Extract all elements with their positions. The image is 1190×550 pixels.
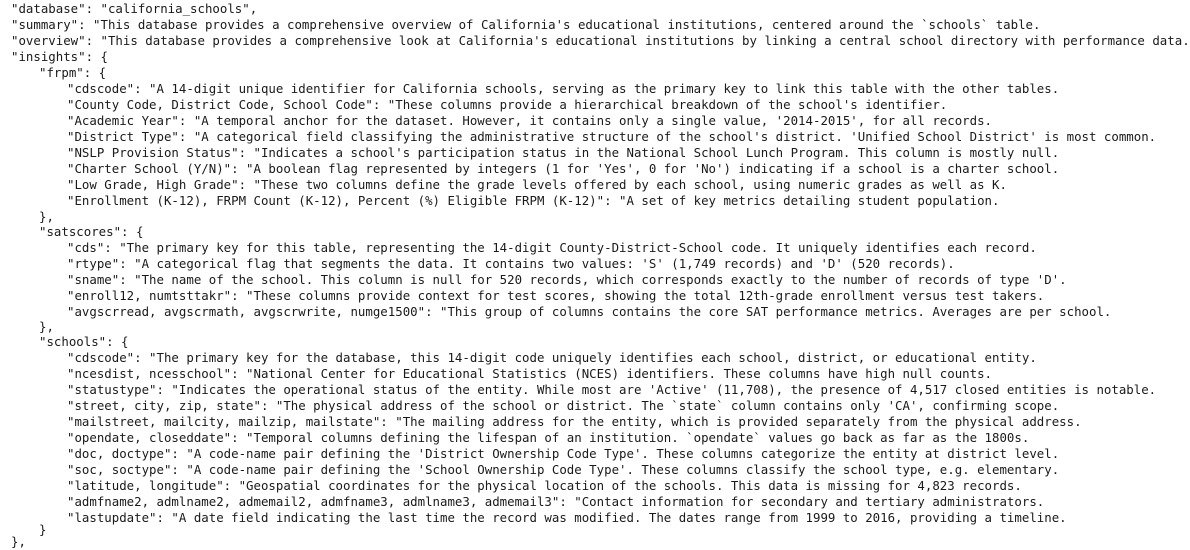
code-line: "soc, soctype": "A code-name pair defining the 'School Ownership Code Type'. These columns classify the school type, e.g. elementary. [67, 462, 1060, 477]
code-line: "Low Grade, High Grade": "These two columns define the grade levels offered by each school, using numeric grades as well as K. [67, 177, 1007, 192]
code-line: "summary": "This database provides a comprehensive overview of California's educational institutions, centered around the `schools` table. [11, 17, 1041, 32]
code-line: "statustype": "Indicates the operational status of the entity. While most are 'Active' (11,708), the presence of 4,517 closed entities is notable. [67, 382, 1157, 397]
code-line: "cdscode": "A 14-digit unique identifier for California schools, serving as the primary key to link this table with the other tables. [67, 81, 1060, 96]
code-line: "opendate, closeddate": "Temporal columns defining the lifespan of an institution. `opendate` values go back as far as the 1800s. [67, 430, 1030, 445]
code-line: }, [39, 209, 54, 224]
code-line: "satscores": { [39, 224, 144, 239]
code-line: "District Type": "A categorical field classifying the administrative structure of the school's district. 'Unified School District' is most common. [67, 129, 1157, 144]
code-line: "rtype": "A categorical flag that segments the data. It contains two values: 'S' (1,749 records) and 'D' (520 records). [67, 256, 955, 271]
code-line: "insights": { [11, 49, 108, 64]
code-line: "frpm": { [39, 65, 107, 80]
code-line: }, [39, 319, 54, 334]
code-line: }, [11, 534, 26, 549]
code-line: "latitude, longitude": "Geospatial coordinates for the physical location of the schools. This data is missing for 4,823 records. [67, 478, 1022, 493]
code-line: "sname": "The name of the school. This column is null for 520 records, which corresponds exactly to the number of records of type 'D'. [67, 272, 1067, 287]
code-line: "doc, doctype": "A code-name pair defining the 'District Ownership Code Type'. These columns categorize the entity at district level. [67, 446, 1060, 461]
code-line: "database": "california_schools", [11, 1, 258, 16]
code-line: "lastupdate": "A date field indicating the last time the record was modified. The dates range from 1999 to 2016, providing a timeline. [67, 510, 1067, 525]
code-line: } [39, 522, 47, 537]
code-line: "Enrollment (K-12), FRPM Count (K-12), Percent (%) Eligible FRPM (K-12)": "A set of key metrics detailing student population. [67, 193, 1000, 208]
code-line: "County Code, District Code, School Code": "These columns provide a hierarchical breakdown of the school's identifier. [67, 97, 948, 112]
code-line: "Charter School (Y/N)": "A boolean flag represented by integers (1 for 'Yes', 0 for 'No') indicating if a school is a charter school. [67, 161, 1060, 176]
code-line: "Academic Year": "A temporal anchor for the dataset. However, it contains only a single value, '2014-2015', for all records. [67, 113, 993, 128]
code-line: "enroll12, numtsttakr": "These columns provide context for test scores, showing the total 12th-grade enrollment versus test takers. [67, 288, 1045, 303]
code-line: "avgscrread, avgscrmath, avgscrwrite, numge1500": "This group of columns contains the core SAT performance metrics. Averages are per school. [67, 304, 1112, 319]
code-line: "schools": { [39, 334, 129, 349]
code-line: "mailstreet, mailcity, mailzip, mailstate": "The mailing address for the entity, which is provided separately from the physical address. [67, 414, 1082, 429]
code-line: "street, city, zip, state": "The physical address of the school or district. The `state` column contains only 'CA', confirming scope. [67, 398, 1060, 413]
code-line: "cdscode": "The primary key for the database, this 14-digit code uniquely identifies each school, district, or educational entity. [67, 350, 1037, 365]
code-line: "overview": "This database provides a comprehensive look at California's educational institutions by linking a central school directory with performance data. [11, 33, 1190, 48]
code-line: "cds": "The primary key for this table, representing the 14-digit County-District-School code. It uniquely identifies each record. [67, 240, 1037, 255]
code-line: "admfname2, admlname2, admemail2, admfname3, admlname3, admemail3": "Contact information for secondary and tertiary administrators. [67, 494, 1045, 509]
code-line: "NSLP Provision Status": "Indicates a school's participation status in the National School Lunch Program. This column is mostly null. [67, 145, 1060, 160]
code-line: "ncesdist, ncesschool": "National Center for Educational Statistics (NCES) identifiers. These columns have high null counts. [67, 366, 993, 381]
